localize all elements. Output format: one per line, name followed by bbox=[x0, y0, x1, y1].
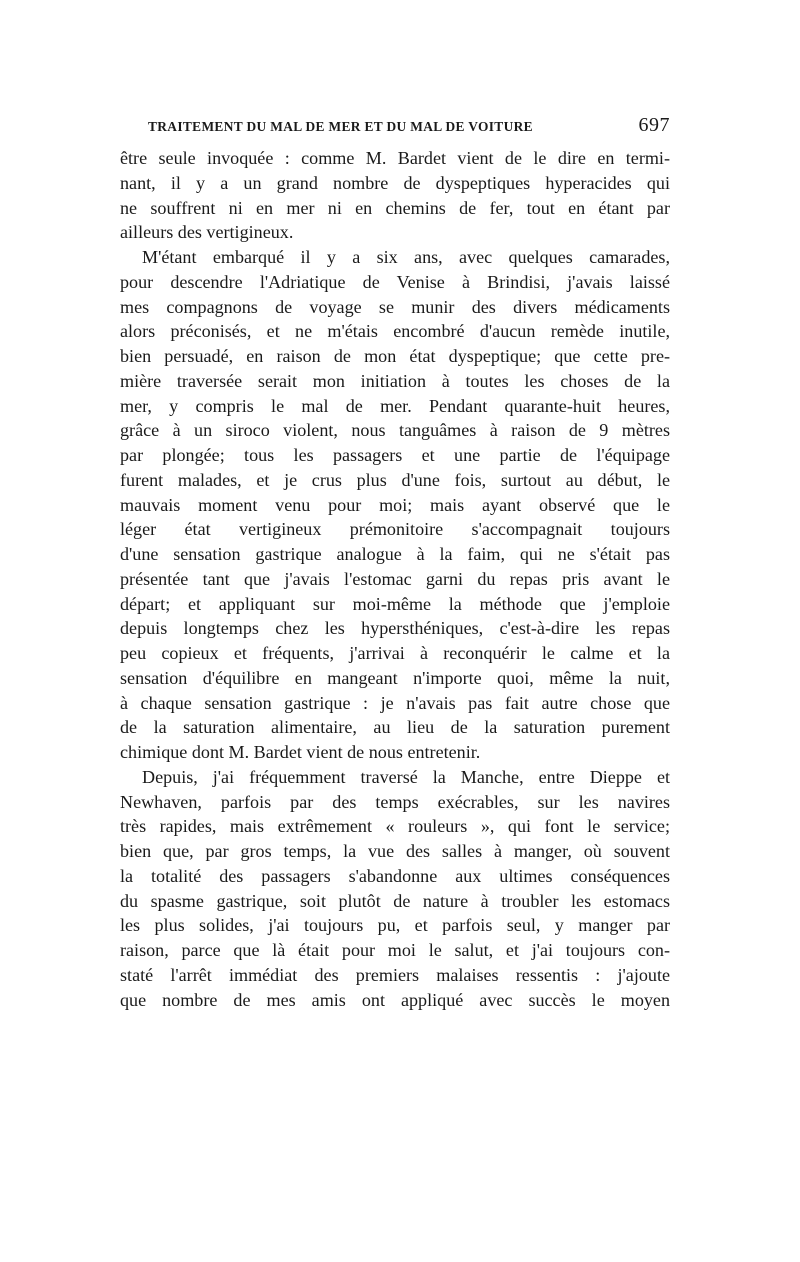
text-line: la totalité des passagers s'abandonne aux ultimes conséquences bbox=[120, 865, 670, 886]
text-line: furent malades, et je crus plus d'une fois, surtout au début, le bbox=[120, 469, 670, 490]
text-line: d'une sensation gastrique analogue à la faim, qui ne s'était pas bbox=[120, 544, 670, 564]
text-line: peu copieux et fréquents, j'arrivai à reconquérir le calme et la bbox=[120, 643, 670, 663]
text-line: bien persuadé, en raison de mon état dyspeptique; que cette pre- bbox=[120, 346, 670, 366]
text-line: bien que, par gros temps, la vue des salles à manger, où souvent bbox=[120, 841, 670, 861]
text-line: du spasme gastrique, soit plutôt de nature à troubler les estomacs bbox=[120, 890, 670, 911]
text-line: ailleurs des vertigineux. bbox=[120, 222, 294, 243]
text-line: à chaque sensation gastrique : je n'avais pas fait autre chose que bbox=[120, 692, 670, 713]
text-line: M'étant embarqué il y a six ans, avec quelques camarades, bbox=[142, 247, 670, 267]
text-line: léger état vertigineux prémonitoire s'accompagnait toujours bbox=[120, 519, 670, 540]
body-text bbox=[120, 146, 670, 1012]
text-line: départ; et appliquant sur moi-même la méthode que j'emploie bbox=[120, 593, 670, 614]
paragraph bbox=[120, 765, 670, 1013]
text-line: alors préconisés, et ne m'étais encombré d'aucun remède inutile, bbox=[120, 321, 670, 342]
text-line: grâce à un siroco violent, nous tanguâmes à raison de 9 mètres bbox=[120, 420, 670, 441]
paragraph bbox=[120, 245, 670, 765]
text-line: être seule invoquée : comme M. Bardet vient de le dire en termi- bbox=[120, 148, 670, 168]
text-line: Newhaven, parfois par des temps exécrables, sur les navires bbox=[120, 791, 670, 812]
text-line: Depuis, j'ai fréquemment traversé la Manche, entre Dieppe et bbox=[142, 766, 670, 787]
running-title: TRAITEMENT DU MAL DE MER ET DU MAL DE VOITURE bbox=[148, 119, 533, 134]
text-line: très rapides, mais extrêmement « rouleurs », qui font le service; bbox=[120, 816, 670, 837]
text-line: de la saturation alimentaire, au lieu de la saturation purement bbox=[120, 717, 670, 738]
text-line: pour descendre l'Adriatique de Venise à Brindisi, j'avais laissé bbox=[120, 271, 670, 292]
paragraph bbox=[120, 146, 670, 245]
page-number: 697 bbox=[638, 114, 670, 136]
text-line: mauvais moment venu pour moi; mais ayant observé que le bbox=[120, 494, 670, 515]
running-head bbox=[148, 114, 670, 137]
text-line: les plus solides, j'ai toujours pu, et parfois seul, y manger par bbox=[120, 915, 670, 936]
text-line: mer, y compris le mal de mer. Pendant quarante-huit heures, bbox=[120, 395, 670, 416]
text-line: sensation d'équilibre en mangeant n'importe quoi, même la nuit, bbox=[120, 667, 670, 688]
text-line: mière traversée serait mon initiation à toutes les choses de la bbox=[120, 370, 670, 391]
text-line: chimique dont M. Bardet vient de nous entretenir. bbox=[120, 742, 481, 762]
text-line: que nombre de mes amis ont appliqué avec succès le moyen bbox=[120, 989, 670, 1010]
text-line: nant, il y a un grand nombre de dyspeptiques hyperacides qui bbox=[120, 172, 670, 193]
text-line: ne souffrent ni en mer ni en chemins de fer, tout en étant par bbox=[120, 197, 670, 218]
text-line: présentée tant que j'avais l'estomac garni du repas pris avant le bbox=[120, 568, 670, 589]
text-line: staté l'arrêt immédiat des premiers malaises ressentis : j'ajoute bbox=[120, 964, 670, 985]
text-line: raison, parce que là était pour moi le salut, et j'ai toujours con- bbox=[120, 940, 670, 960]
text-line: par plongée; tous les passagers et une partie de l'équipage bbox=[120, 445, 670, 465]
text-line: mes compagnons de voyage se munir des divers médicaments bbox=[120, 296, 670, 317]
text-line: depuis longtemps chez les hypersthéniques, c'est-à-dire les repas bbox=[120, 618, 670, 639]
